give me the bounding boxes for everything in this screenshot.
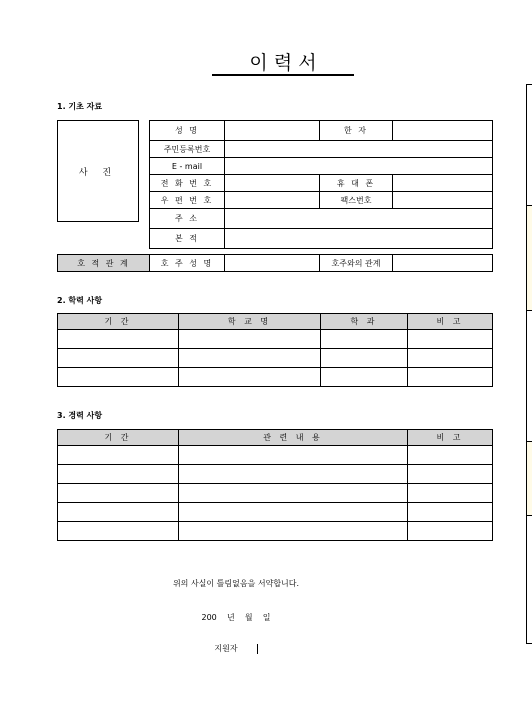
header-school: 학 교 명 xyxy=(179,314,321,330)
label-family-relation: 호 적 관 계 xyxy=(58,255,150,272)
table-cell[interactable] xyxy=(179,503,408,522)
label-phone: 전 화 번 호 xyxy=(150,175,225,192)
table-cell[interactable] xyxy=(321,349,408,368)
label-domicile: 본 적 xyxy=(150,229,225,249)
table-cell[interactable] xyxy=(179,446,408,465)
divider xyxy=(527,310,532,311)
table-cell[interactable] xyxy=(179,368,321,387)
family-table xyxy=(57,254,493,272)
adjacent-page-highlight xyxy=(527,205,532,310)
table-cell[interactable] xyxy=(58,368,179,387)
table-cell[interactable] xyxy=(408,465,493,484)
table-cell[interactable] xyxy=(58,465,179,484)
divider xyxy=(527,205,532,206)
divider xyxy=(527,441,532,442)
label-postal: 우 편 번 호 xyxy=(150,192,225,209)
applicant-line xyxy=(0,643,502,654)
title-underline xyxy=(212,74,354,76)
mobile-field[interactable] xyxy=(393,175,493,192)
label-relation-to-head: 호주와의 관계 xyxy=(320,255,393,272)
phone-field[interactable] xyxy=(225,175,320,192)
header-period: 기 간 xyxy=(58,314,179,330)
table-cell[interactable] xyxy=(58,349,179,368)
label-name: 성 명 xyxy=(150,121,225,141)
table-cell[interactable] xyxy=(58,484,179,503)
postal-field[interactable] xyxy=(225,192,320,209)
table-cell[interactable] xyxy=(408,446,493,465)
header-remarks: 비 고 xyxy=(408,314,493,330)
table-cell[interactable] xyxy=(179,465,408,484)
declaration-text: 위의 사실이 틀림없음을 서약합니다. xyxy=(172,579,300,588)
relation-field[interactable] xyxy=(393,255,493,272)
header-details: 관 련 내 용 xyxy=(179,430,408,446)
table-cell[interactable] xyxy=(408,503,493,522)
resident-number-field[interactable] xyxy=(225,141,493,158)
career-table xyxy=(57,429,493,541)
label-resident-number: 주민등록번호 xyxy=(150,141,225,158)
address-field[interactable] xyxy=(225,209,493,229)
domicile-field[interactable] xyxy=(225,229,493,249)
table-cell[interactable] xyxy=(179,349,321,368)
applicant-label: 지원자 xyxy=(214,644,238,653)
header-remarks: 비 고 xyxy=(408,430,493,446)
fax-field[interactable] xyxy=(393,192,493,209)
table-cell[interactable] xyxy=(408,522,493,541)
table-cell[interactable] xyxy=(58,522,179,541)
table-cell[interactable] xyxy=(58,446,179,465)
head-name-field[interactable] xyxy=(225,255,320,272)
email-field[interactable] xyxy=(225,158,493,175)
education-table xyxy=(57,313,493,387)
table-cell[interactable] xyxy=(58,503,179,522)
adjacent-page-highlight xyxy=(527,441,532,515)
document-title: 이 력 서 xyxy=(249,52,317,74)
label-address: 주 소 xyxy=(150,209,225,229)
table-cell[interactable] xyxy=(321,330,408,349)
table-cell[interactable] xyxy=(408,330,493,349)
name-field[interactable] xyxy=(225,121,320,141)
table-cell[interactable] xyxy=(179,522,408,541)
hanja-field[interactable] xyxy=(393,121,493,141)
label-email: E - mail xyxy=(150,158,225,175)
header-period: 기 간 xyxy=(58,430,179,446)
divider xyxy=(527,515,532,516)
table-cell[interactable] xyxy=(58,330,179,349)
photo-box[interactable] xyxy=(57,120,139,222)
photo-label: 사 진 xyxy=(78,167,118,178)
section1-heading: 1. 기초 자료 xyxy=(57,102,103,111)
table-cell[interactable] xyxy=(321,368,408,387)
adjacent-page-edge xyxy=(526,84,532,644)
label-head-name: 호 주 성 명 xyxy=(150,255,225,272)
label-fax: 팩스번호 xyxy=(320,192,393,209)
basic-info-table xyxy=(149,120,493,249)
table-cell[interactable] xyxy=(408,368,493,387)
table-cell[interactable] xyxy=(179,484,408,503)
label-hanja: 한 자 xyxy=(320,121,393,141)
section2-heading: 2. 학력 사항 xyxy=(57,296,103,305)
section3-heading: 3. 경력 사항 xyxy=(57,411,103,420)
date-line: 200 년 월 일 xyxy=(201,613,271,622)
header-major: 학 과 xyxy=(321,314,408,330)
label-mobile: 휴 대 폰 xyxy=(320,175,393,192)
table-cell[interactable] xyxy=(408,349,493,368)
table-cell[interactable] xyxy=(408,484,493,503)
text-cursor[interactable] xyxy=(257,644,258,654)
table-cell[interactable] xyxy=(179,330,321,349)
